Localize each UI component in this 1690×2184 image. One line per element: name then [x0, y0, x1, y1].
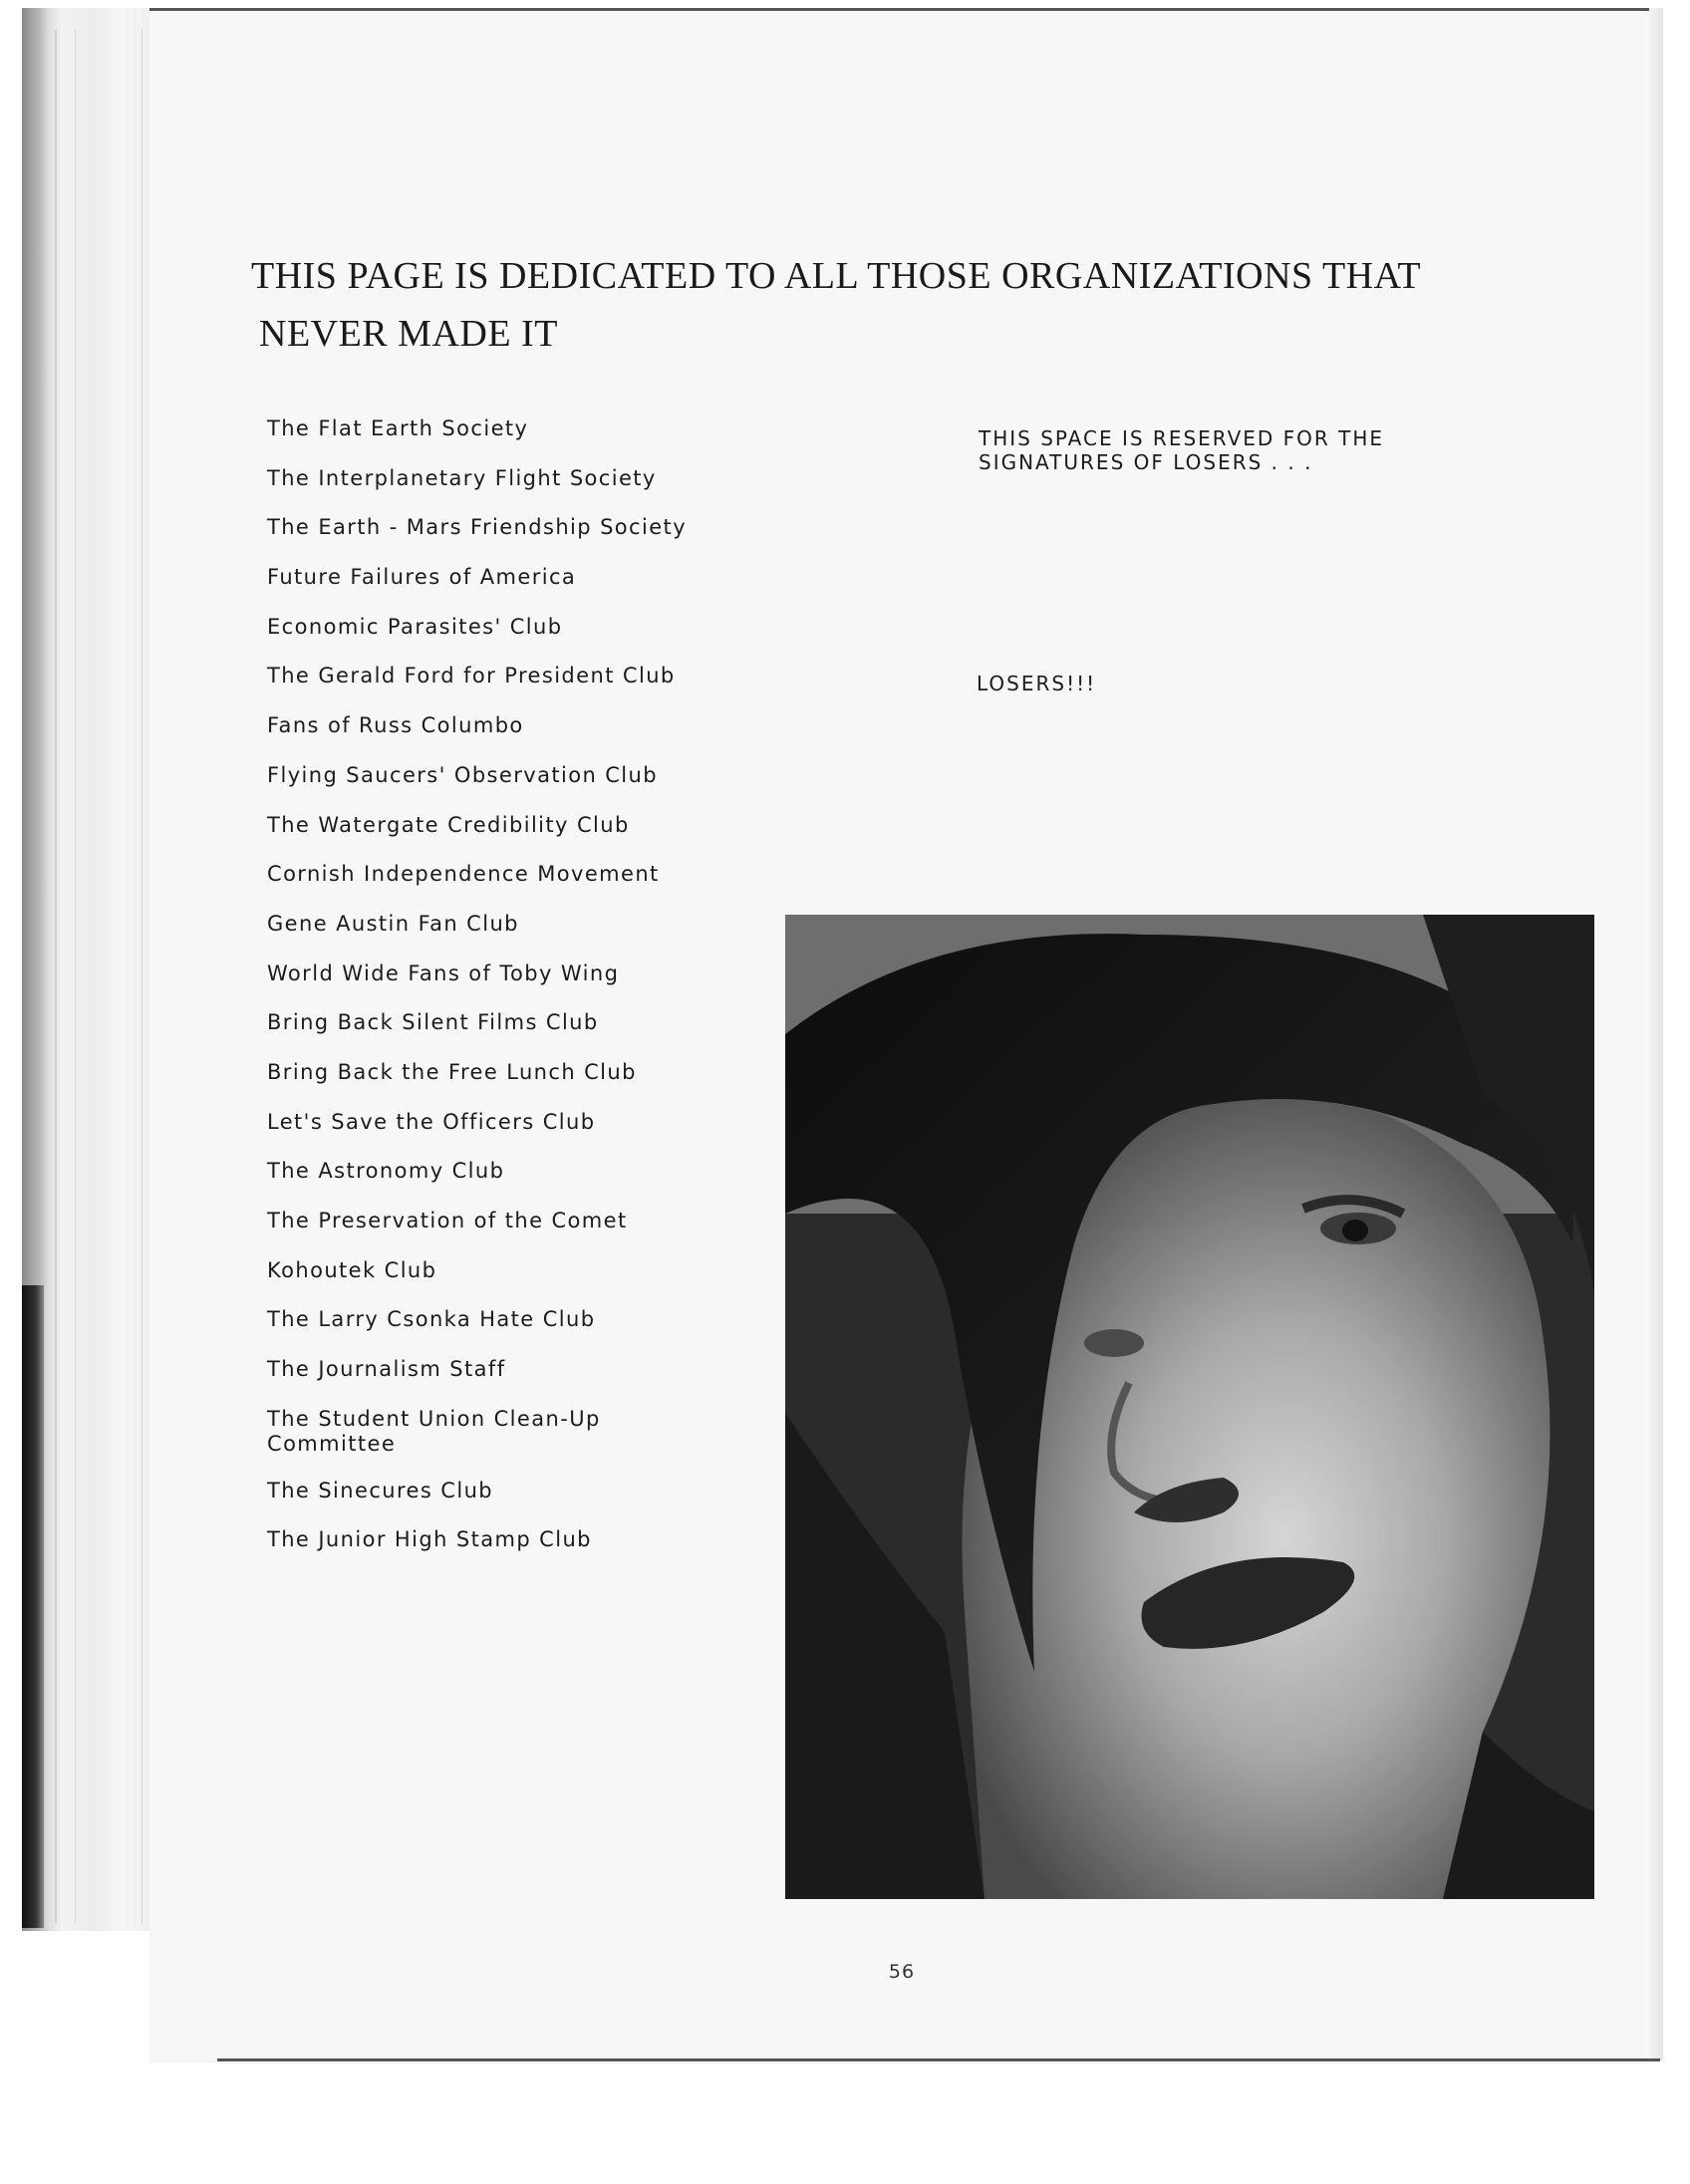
list-item: The Interplanetary Flight Society: [267, 465, 657, 490]
list-item-line-2: Committee: [267, 1431, 397, 1456]
signature-space-note: [979, 426, 1457, 474]
list-item: Fans of Russ Columbo: [267, 713, 524, 738]
list-item: World Wide Fans of Toby Wing: [267, 960, 620, 985]
portrait-photo-image: [785, 915, 1594, 1899]
page-number: 56: [888, 1961, 916, 1983]
organization-list: [267, 416, 825, 1577]
list-item: Bring Back the Free Lunch Club: [267, 1059, 637, 1084]
losers-text: LOSERS!!!: [977, 672, 1097, 695]
list-item: Flying Saucers' Observation Club: [267, 762, 658, 787]
list-item: The Larry Csonka Hate Club: [267, 1307, 596, 1332]
list-item: The Earth - Mars Friendship Society: [267, 515, 688, 540]
page-bottom-edge: [217, 2058, 1660, 2061]
list-item: Economic Parasites' Club: [267, 614, 563, 639]
list-item: The Gerald Ford for President Club: [267, 664, 676, 688]
list-item: Gene Austin Fan Club: [267, 911, 519, 936]
list-item: The Astronomy Club: [267, 1159, 505, 1184]
page-edges: [55, 30, 142, 1923]
list-item-line-1: The Student Union Clean-Up: [267, 1406, 601, 1431]
binding-shadow: [22, 1285, 44, 1928]
list-item: The Journalism Staff: [267, 1357, 506, 1382]
list-item: The Watergate Credibility Club: [267, 812, 630, 837]
headline-line-1: THIS PAGE IS DEDICATED TO ALL THOSE ORGANIZATIONS THAT: [251, 255, 1422, 297]
list-item: The Sinecures Club: [267, 1478, 494, 1502]
list-item: The Flat Earth Society: [267, 416, 529, 440]
reserved-line-2: SIGNATURES OF LOSERS . . .: [979, 450, 1313, 474]
portrait-photo: [785, 915, 1594, 1899]
list-item: The Junior High Stamp Club: [267, 1527, 592, 1552]
page-headline: [251, 247, 1576, 363]
list-item-multiline: [267, 1407, 825, 1457]
list-item: Kohoutek Club: [267, 1257, 437, 1282]
page-right-edge: [1649, 8, 1663, 2060]
reserved-line-1: THIS SPACE IS RESERVED FOR THE: [979, 426, 1385, 450]
list-item: The Preservation of the Comet: [267, 1209, 628, 1232]
list-item: Bring Back Silent Films Club: [267, 1010, 599, 1035]
list-item: Future Failures of America: [267, 565, 577, 590]
headline-line-2: NEVER MADE IT: [259, 313, 558, 355]
list-item: Cornish Independence Movement: [267, 862, 660, 887]
list-item: Let's Save the Officers Club: [267, 1109, 596, 1134]
